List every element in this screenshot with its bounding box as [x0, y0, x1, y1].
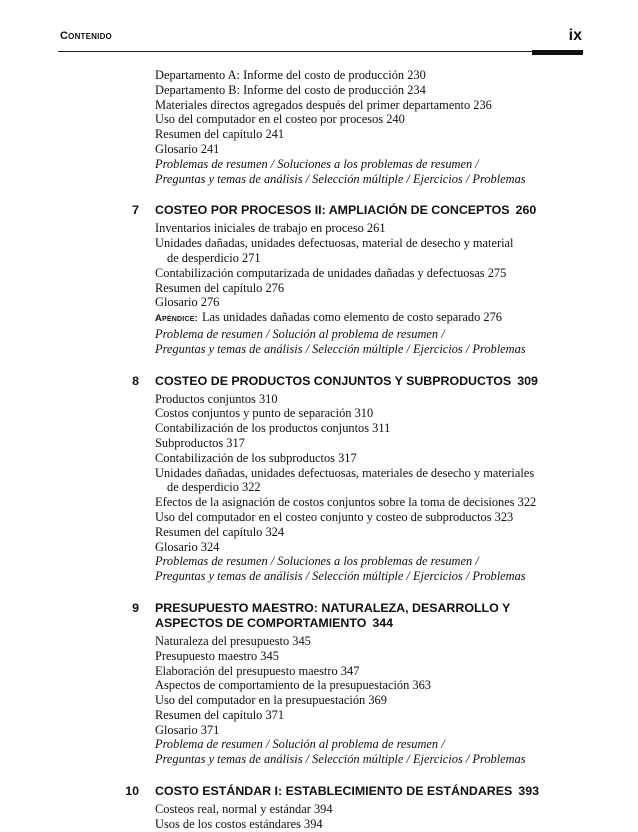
toc-entry — [155, 634, 638, 649]
toc-entry-text: Resumen del capítulo 324 — [155, 524, 285, 539]
toc-entry-text: Preguntas y temas de análisis / Selección múltiple / Ejercicios / Problemas — [155, 752, 526, 767]
toc-entry — [155, 678, 638, 693]
toc-entry-text: Efectos de la asignación de costos conjuntos sobre la toma de decisiones 322 — [155, 495, 537, 510]
toc-entry-text: Problemas de resumen / Soluciones a los problemas de resumen / — [155, 156, 479, 171]
toc-entry-text: Preguntas y temas de análisis / Selección múltiple / Ejercicios / Problemas — [155, 569, 526, 584]
toc-entry — [155, 142, 638, 157]
toc-exercise-line — [155, 752, 638, 767]
toc-entry-text: Uso del computador en el costeo conjunto y costeo de subproductos 323 — [155, 509, 514, 524]
toc-entry — [155, 266, 638, 281]
toc-entry — [155, 451, 638, 466]
toc-entry-text: Resumen del capítulo 276 — [155, 280, 285, 295]
toc-entry — [155, 112, 638, 127]
toc-entry-text: Costos conjuntos y punto de separación 310 — [155, 406, 374, 421]
toc-entry — [155, 310, 638, 327]
chapter-title: COSTEO POR PROCESOS II: AMPLIACIÓN DE CONCEPTOS — [155, 203, 510, 218]
toc-entry — [155, 802, 638, 817]
chapter-page-number: 393 — [518, 784, 539, 799]
toc-entry — [155, 708, 638, 723]
toc-entry — [155, 406, 638, 421]
toc-entry-text: Uso del computador en el costeo por procesos 240 — [155, 112, 405, 127]
toc-entry-text: Unidades dañadas, unidades defectuosas, material de desecho y material — [155, 236, 514, 251]
chapter-title-block — [155, 784, 575, 799]
chapter-title-block — [155, 601, 575, 631]
header-rule — [58, 51, 583, 52]
toc-entry-text: Contabilización de los subproductos 317 — [155, 450, 357, 465]
chapter-heading — [0, 203, 638, 218]
toc-entry-text: Departamento B: Informe del costo de producción 234 — [155, 82, 426, 97]
toc-entry-text: Glosario 276 — [155, 295, 220, 310]
chapter-title: COSTO ESTÁNDAR I: ESTABLECIMIENTO DE ESTÁNDARES — [155, 784, 513, 799]
toc-entry-text: Preguntas y temas de análisis / Selección múltiple / Ejercicios / Problemas — [155, 341, 526, 356]
chapter-title-block — [155, 374, 575, 389]
toc-entry-text: Subproductos 317 — [155, 435, 245, 450]
toc-entry-text: Usos de los costos estándares 394 — [155, 816, 323, 831]
toc-entry — [155, 649, 638, 664]
toc-entry-text: Problemas de resumen / Soluciones a los problemas de resumen / — [155, 554, 479, 569]
toc-entry-text: Glosario 371 — [155, 722, 220, 737]
toc-entry — [155, 436, 638, 451]
chapter-page-number: 260 — [515, 203, 537, 218]
chapter-title: COSTEO DE PRODUCTOS CONJUNTOS Y SUBPRODUCTOS — [155, 373, 512, 388]
toc-entry — [155, 495, 638, 510]
chapter-title-block — [155, 203, 575, 218]
appendix-label: Apéndice: — [155, 313, 198, 325]
toc-entry-text: Uso del computador en la presupuestación 369 — [155, 693, 387, 708]
toc-exercise-line — [155, 554, 638, 569]
toc-exercise-line — [155, 569, 638, 584]
toc-entry-text: Unidades dañadas, unidades defectuosas, materiales de desecho y materiales — [155, 465, 535, 480]
toc-entry — [155, 392, 638, 407]
chapter-page-number: 344 — [372, 615, 394, 630]
toc-exercise-line — [155, 172, 638, 187]
toc-entry-text: Contabilización computarizada de unidades dañadas y defectuosas 275 — [155, 265, 507, 280]
toc-entry-text: Aspectos de comportamiento de la presupuestación 363 — [155, 678, 431, 693]
running-header-page-number: ix — [568, 27, 582, 44]
chapter-number: 8 — [132, 373, 139, 388]
toc-entry-text: Inventarios iniciales de trabajo en proceso 261 — [155, 221, 386, 236]
toc-exercise-line — [155, 737, 638, 752]
toc-entry — [155, 98, 638, 113]
toc-entry — [155, 540, 638, 555]
toc-entry-text: de desperdicio 271 — [167, 250, 261, 265]
toc-entry — [155, 421, 638, 436]
toc-entry — [155, 817, 638, 832]
toc-entry-text: Las unidades dañadas como elemento de costo separado 276 — [201, 310, 502, 325]
toc-entry — [155, 236, 638, 251]
toc-entry-text: Resumen del capítulo 371 — [155, 707, 285, 722]
header-rule-tab — [532, 50, 583, 55]
toc-entry — [155, 221, 638, 236]
chapter-section — [0, 203, 638, 356]
toc-entry-text: Glosario 241 — [155, 141, 220, 156]
toc-entry — [155, 127, 638, 142]
chapter-section — [0, 601, 638, 767]
running-header-section: Contenido — [60, 30, 112, 42]
toc-exercise-line — [155, 327, 638, 342]
chapter-number: 7 — [132, 203, 139, 218]
toc-entry-text: Contabilización de los productos conjuntos 311 — [155, 421, 391, 436]
toc-entry — [155, 83, 638, 98]
toc-entry — [155, 693, 638, 708]
toc-entry-text: Problema de resumen / Solución al problema de resumen / — [155, 737, 445, 752]
toc-entry-text: Problema de resumen / Solución al problema de resumen / — [155, 326, 445, 341]
toc-entry — [167, 480, 638, 495]
toc-entry-text: Departamento A: Informe del costo de producción 230 — [155, 68, 426, 82]
table-of-contents — [0, 68, 638, 832]
chapter-page-number: 309 — [517, 373, 538, 388]
toc-exercise-line — [155, 342, 638, 357]
toc-entry — [155, 510, 638, 525]
chapter-number: 9 — [132, 600, 139, 615]
toc-exercise-line — [155, 157, 638, 172]
toc-entry — [167, 251, 638, 266]
toc-entry-text: de desperdicio 322 — [167, 480, 261, 495]
chapter-title: PRESUPUESTO MAESTRO: NATURALEZA, DESARROLLO Y ASPECTOS DE COMPORTAMIENTO — [155, 600, 510, 630]
toc-entry-text: Resumen del capítulo 241 — [155, 127, 285, 142]
chapter-heading — [0, 601, 638, 631]
toc-entry-text: Naturaleza del presupuesto 345 — [155, 633, 311, 648]
toc-entry — [155, 723, 638, 738]
chapter-number: 10 — [125, 784, 139, 799]
toc-entry-text: Glosario 324 — [155, 539, 220, 554]
chapter-heading — [0, 374, 638, 389]
toc-entry-text: Elaboración del presupuesto maestro 347 — [155, 663, 360, 678]
toc-entry-text: Productos conjuntos 310 — [155, 391, 278, 406]
toc-entry — [155, 525, 638, 540]
chapter-section — [0, 374, 638, 584]
toc-entry-text: Presupuesto maestro 345 — [155, 648, 279, 663]
toc-entry — [155, 466, 638, 481]
toc-entry — [155, 664, 638, 679]
chapter-heading — [0, 784, 638, 799]
toc-entry — [155, 295, 638, 310]
toc-entry-text: Materiales directos agregados después del primer departamento 236 — [155, 97, 492, 112]
toc-entry-text: Preguntas y temas de análisis / Selección múltiple / Ejercicios / Problemas — [155, 171, 526, 186]
toc-entry-text: Costeos real, normal y estándar 394 — [155, 802, 333, 817]
chapter-section — [0, 784, 638, 832]
toc-entry — [155, 68, 638, 83]
continued-section — [0, 68, 638, 186]
toc-entry — [155, 281, 638, 296]
